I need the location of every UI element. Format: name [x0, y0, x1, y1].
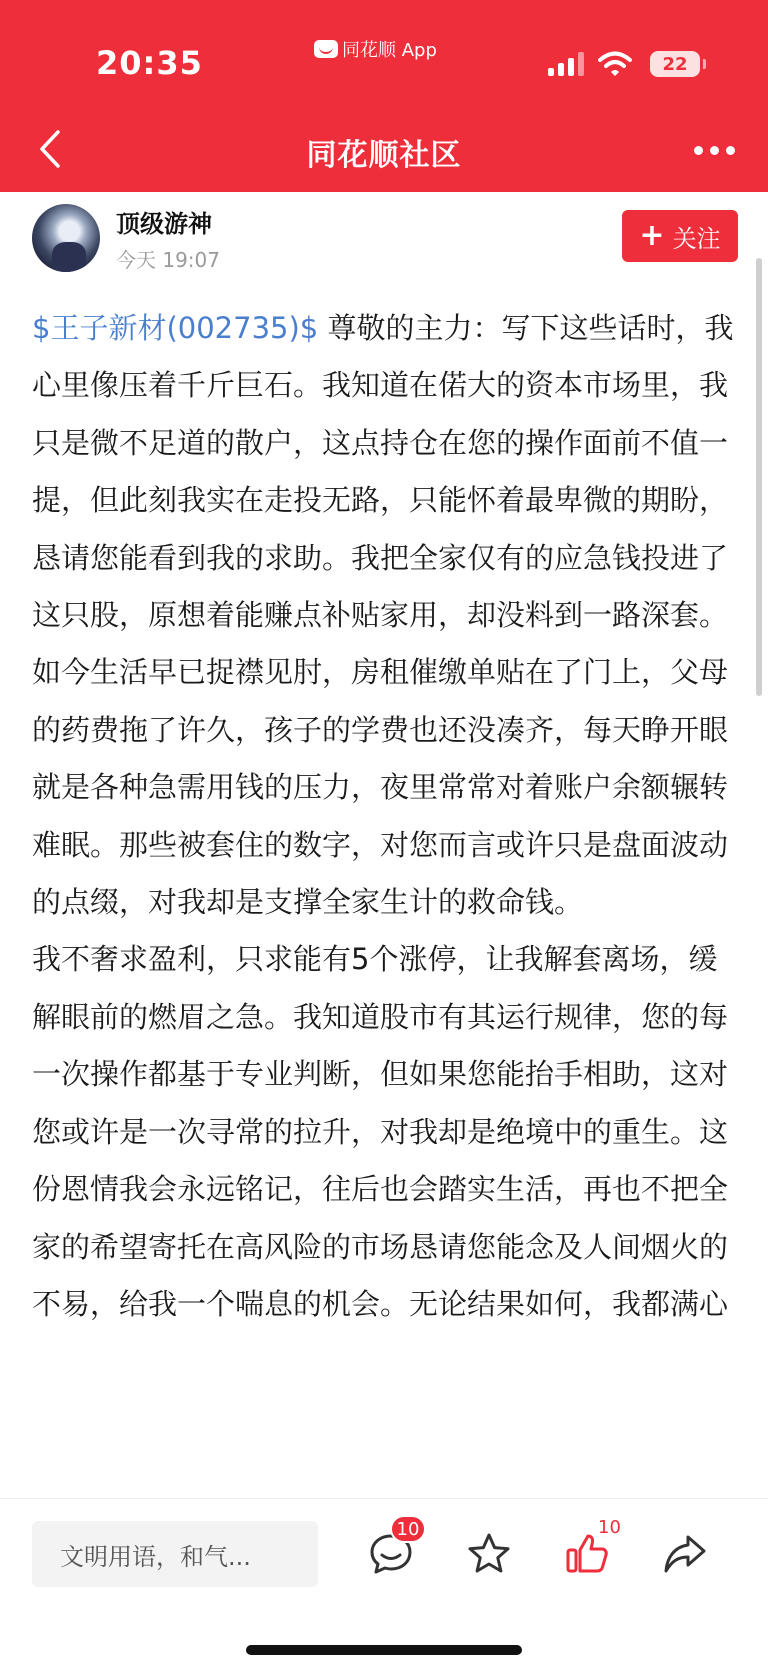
wifi-icon — [598, 51, 632, 77]
avatar[interactable] — [32, 204, 100, 272]
post-paragraph-text: 尊敬的主力：写下这些话时，我心里像压着千斤巨石。我知道在偌大的资本市场里，我只是微不足道的散户，这点持仓在您的操作面前不值一提，但此刻我实在走投无路，只能怀着最卑微的期盼，恳请您能看到我的求助。我把全家仅有的应急钱投进了这只股，原想着能赚点补贴家用，却没料到一路深套。如今生活早已捉襟见肘，房租催缴单贴在了门上，父母的药费拖了许久，孩子的学费也还没凑齐，每天睁开眼就是各种急需用钱的压力，夜里常常对着账户余额辗转难眠。那些被套住的数字，对您而言或许只是盘面波动的点缀，对我却是支撑全家生计的救命钱。 — [32, 311, 734, 920]
follow-label: 关注 — [672, 224, 721, 253]
favorite-button[interactable] — [454, 1519, 524, 1589]
app-logo-icon — [314, 40, 338, 58]
cellular-signal-icon — [548, 52, 584, 76]
page-title: 同花顺社区 — [306, 138, 462, 173]
post-paragraph — [32, 300, 740, 931]
post-time: 今天 19:07 — [116, 248, 220, 272]
battery-icon — [650, 51, 700, 77]
post-content — [32, 300, 740, 1333]
scrollbar[interactable] — [756, 258, 762, 696]
share-button[interactable] — [650, 1519, 720, 1589]
follow-button[interactable] — [622, 210, 738, 262]
comment-input[interactable]: 文明用语，和气... — [32, 1521, 318, 1587]
nav-bar — [0, 108, 768, 192]
like-button[interactable] — [552, 1519, 622, 1589]
plus-icon: + — [639, 218, 665, 253]
comment-button[interactable] — [356, 1519, 426, 1589]
battery-level: 22 — [662, 53, 688, 75]
status-bar — [0, 0, 768, 120]
app-indicator — [314, 36, 437, 62]
star-icon — [466, 1531, 512, 1577]
author-name[interactable]: 顶级游神 — [116, 210, 212, 238]
comment-count-badge: 10 — [390, 1515, 426, 1543]
more-dots-icon — [694, 146, 703, 155]
more-button[interactable] — [694, 138, 738, 162]
share-arrow-icon — [662, 1531, 708, 1577]
status-time: 20:35 — [96, 44, 203, 82]
bottom-action-bar — [0, 1498, 768, 1670]
home-indicator[interactable] — [246, 1645, 522, 1655]
like-count: 10 — [598, 1517, 621, 1538]
status-icons — [548, 48, 700, 80]
post-paragraph: 我不奢求盈利，只求能有5个涨停，让我解套离场，缓解眼前的燃眉之急。我知道股市有其运行规律，您的每一次操作都基于专业判断，但如果您能抬手相助，这对您或许是一次寻常的拉升，对我却是绝境中的重生。这份恩情我会永远铭记，往后也会踏实生活，再也不把全家的希望寄托在高风险的市场恳请您能念及人间烟火的不易，给我一个喘息的机会。无论结果如何，我都满心 — [32, 942, 729, 1321]
stock-link[interactable]: $王子新材(002735)$ — [32, 311, 319, 345]
app-indicator-label: 同花顺 App — [342, 40, 437, 61]
app-header — [0, 0, 768, 192]
author-row — [0, 192, 768, 292]
